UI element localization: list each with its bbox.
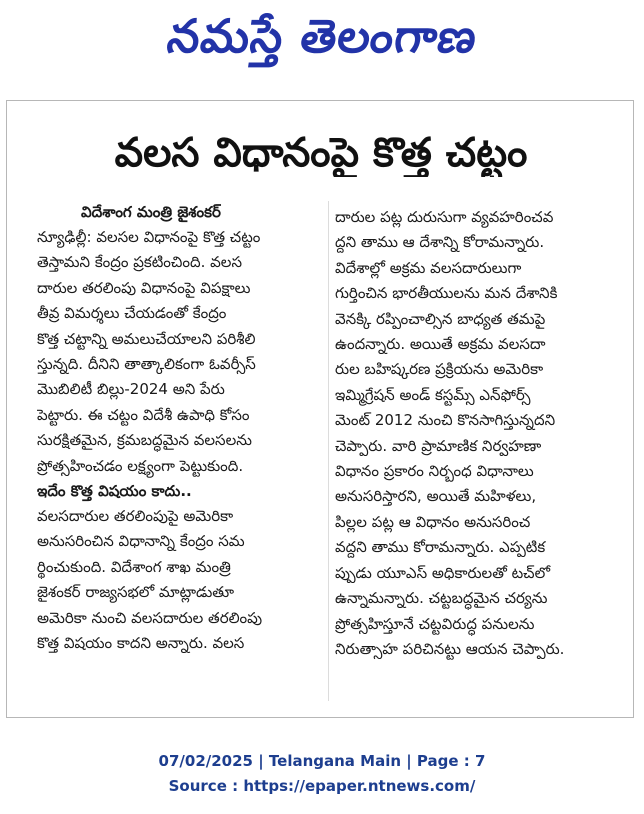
text-line: స్తున్నది. దీనిని తాత్కాలికంగా ఓవర్సీస్	[37, 355, 256, 374]
text-line: సురక్షితమైన, క్రమబద్ధమైన వలసలను	[37, 431, 252, 450]
footer-date-page: 07/02/2025 | Telangana Main | Page : 7	[158, 752, 486, 770]
text-line: ప్రోత్సహిస్తూనే చట్టవిరుద్ధ పనులను	[335, 614, 535, 633]
text-line: ఇమ్మిగ్రేషన్ అండ్ కస్టమ్స్ ఎన్‌ఫోర్స్	[335, 385, 531, 404]
text-line: వద్దని తాము కోరామన్నారు. ఎప్పటిక	[335, 538, 546, 557]
right-column	[335, 205, 629, 662]
text-line: జైశంకర్ రాజ్యసభలో మాట్లాడుతూ	[37, 583, 234, 602]
text-line: అనుసరించిన విధానాన్ని కేంద్రం సమ	[37, 532, 245, 551]
byline: విదేశాంగ మంత్రి జైశంకర్	[81, 203, 221, 221]
headline: వలస విధానంపై కొత్త చట్టం	[114, 130, 528, 176]
masthead-logo: నమస్తే తెలంగాణ	[164, 9, 482, 63]
text-line: అమెరికా నుంచి వలసదారుల తరలింపు	[37, 608, 263, 627]
news-clipping	[6, 100, 634, 718]
text-line: తీవ్ర విమర్శలు చేయడంతో కేంద్రం	[37, 304, 227, 323]
text-line: రుల బహిష్కరణ ప్రక్రియను అమెరికా	[335, 360, 544, 379]
text-line: వెనక్కి రప్పించాల్సిన బాధ్యత తమపై	[335, 309, 546, 328]
text-line: కొత్త విషయం కాదని అన్నారు. వలస	[37, 634, 245, 653]
text-line: వలసదారుల తరలింపుపై అమెరికా	[37, 507, 234, 526]
text-line: ప్రోత్సహించడం లక్ష్యంగా పెట్టుకుంది.	[37, 456, 244, 475]
text-line: న్యూఢిల్లీ: వలసల విధానంపై కొత్త చట్టం	[37, 228, 261, 246]
text-line: దారుల తరలింపు విధానంపై విపక్షాలు	[37, 278, 251, 297]
text-line: పెట్టారు. ఈ చట్టం విదేశీ ఉపాధి కోసం	[37, 405, 250, 424]
text-line: దారుల పట్ల దురుసుగా వ్యవహరించవ	[335, 208, 554, 226]
footer-source: Source : https://epaper.ntnews.com/	[168, 777, 476, 795]
text-line: విధానం ప్రకారం నిర్బంధ విధానాలు	[335, 462, 534, 481]
text-line: విదేశాల్లో అక్రమ వలసదారులుగా	[335, 258, 522, 277]
text-line: నిరుత్సాహ పరిచినట్టు ఆయన చెప్పారు.	[335, 639, 565, 658]
text-line: చెప్పారు. వారి ప్రామాణిక నిర్వహణా	[335, 436, 542, 455]
left-column	[37, 199, 331, 657]
text-line: పిల్లల పట్ల ఆ విధానం అనుసరించ	[335, 512, 531, 531]
text-line: ఉందన్నారు. అయితే అక్రమ వలసదా	[335, 335, 546, 354]
text-line: మెంట్ 2012 నుంచి కొనసాగిస్తున్నదని	[335, 411, 556, 430]
text-line: ద్దని తాము ఆ దేశాన్ని కోరామన్నారు.	[335, 233, 545, 252]
text-line: తెస్తామని కేంద్రం ప్రకటించింది. వలస	[37, 253, 242, 272]
text-line: ప్పుడు యూఎస్ అధికారులతో టచ్‌లో	[335, 563, 551, 582]
text-line: అనుసరిస్తారని, అయితే మహిళలు,	[335, 487, 537, 506]
text-line: మొబిలిటీ బిల్లు-2024 అని పేరు	[37, 380, 225, 399]
text-line: ర్థించుకుంది. విదేశాంగ శాఖ మంత్రి	[37, 557, 231, 576]
masthead	[0, 4, 644, 80]
subheading: ఇదేం కొత్త విషయం కాదు..	[37, 482, 192, 501]
text-line: ఉన్నామన్నారు. చట్టబద్ధమైన చర్యను	[335, 589, 548, 608]
text-line: కొత్త చట్టాన్ని అమలుచేయాలని పరిశీలి	[37, 329, 256, 348]
text-line: గుర్తించిన భారతీయులను మన దేశానికి	[335, 284, 558, 303]
